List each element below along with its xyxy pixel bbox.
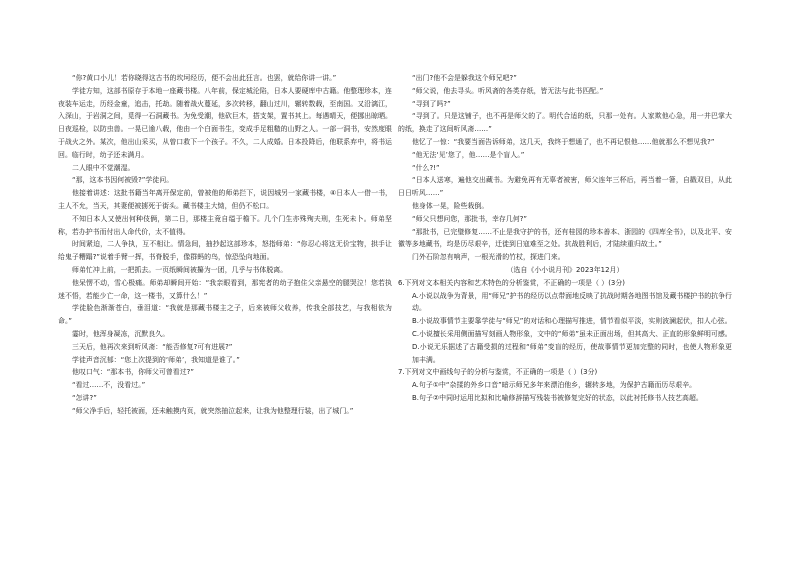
- story-paragraph: 他接着讲述：这批书籍当年离开保定前，曾被他的师弟拦下，说因城另一家藏书楼，④日本人一借一书，主人不允，当天，其妻便被掳死于街头。藏书楼主大恸，但仍不松口。: [58, 189, 392, 210]
- story-paragraph: 学徒方知，这部书原存于本地一座藏书楼。八年前，保定城沦陷，日本人要硬库中古籍。他整理珍本，连夜装车运走，历经金童，追击，托劫。随着战火蔓延，多次转移，翻山过川，辗转数载，至南国。又沿漓江，入深山，于岩洞之间，觅得一石洞藏书。为免受潮，他砍巨木，搭支架，置书其上。每遇晴天，便挪出晾晒。日夜巡检，以防虫兽。一晃已逾八载，他由一个白面书生，变成手足粗糙的山野之人。一部一洞书，安然度眼于战火之外。某次，他出山采买，从曾口救下一个孩子。不久，二人成婚。日本投降后，他联系弃中，将书运回。临行时，幼子还未满月。: [58, 86, 392, 159]
- story-paragraph: 霎时，他浑身凝冻，沉默良久。: [72, 329, 170, 338]
- story-paragraph: 三天后，他再次来到听风斋：“能否修复?可有进展?”: [72, 342, 233, 351]
- story-paragraph: “你?黄口小儿！若你晓得这古书的坎坷经历，便不会出此狂言。也罢，就给你讲一讲。”: [72, 74, 337, 82]
- story-paragraph: 二人眼中不觉潮湿。: [72, 163, 135, 172]
- story-paragraph: 学徒脸色渐渐苍白，垂泪道：“我就是那藏书楼主之子，后来被师父收养，传我全部技艺，与我相依为命。”: [58, 304, 392, 326]
- story-paragraph: 时间紧迫，二人争执，互不相让。情急间，抽抄起这部珍本，怒指师弟：“你忍心将这无价宝物，拱手让给鬼子糟蹋?”说着手臂一挥，书脊脱手，像群蚂的鸟，惊恐坠向地面。: [58, 240, 392, 262]
- question-stem: 7.下列对文中画线句子的分析与鉴赏，不正确的一项是（ ）(3分): [398, 368, 598, 377]
- question-stem: 6.下列对文本相关内容和艺术特色的分析鉴赏，不正确的一项是（ ）(3分): [398, 278, 626, 287]
- right-column: [398, 72, 732, 405]
- story-paragraph: “日本人送寒，遍他交出藏书。为避免再有无辜者被害，师父连年三杯后，再当着一箸，自戳双目，从此日日听风……”: [398, 176, 732, 198]
- story-paragraph: “师父只想问您，那批书，幸存几何?”: [412, 214, 528, 223]
- story-paragraph: 师弟忙冲上前，一把抓去。一页纸瞬间被攥为一团，几乎与书体脱离。: [72, 265, 288, 274]
- story-paragraph: 他呆愣不动，雪心极痛。师弟却瞬间开始：“我亲眼看到，那宪者的幼子抱住父亲悬空的腿哭泣！您若执迷不悟，若能少亡一命，这一楼书，又算什么！”: [58, 278, 392, 300]
- story-paragraph: 门外石阶忽有响声，一根光滑的竹杖，探进门来。: [412, 253, 565, 262]
- story-paragraph: 他叹口气：“那本书，你师父可曾看过?”: [72, 368, 194, 377]
- story-paragraph: 他忆了一惊：“我要当面告诉师弟，这几天，我终于想通了，也不再记恨他……他就那么不想见我?”: [412, 137, 715, 146]
- answer-option: A.小说以战争为背景，用“师兄”护书的经历以点带面地反映了抗战时期各地图书馆及藏书楼护书的抗争行动。: [412, 291, 732, 313]
- answer-option: A.句子①中“杂揉的外乡口音”暗示师兄多年来漂泊他乡，辗转多地，为保护古籍而历尽艰辛。: [412, 381, 697, 390]
- answer-option: D.小说无乐据述了古籍受损的过程和“师弟”变盲的经历，使故事情节更加完整的同时，也使人物形象更加丰满。: [412, 342, 732, 364]
- source-citation: （选自《小小说月刊》2023年12月）: [506, 265, 624, 274]
- story-paragraph: 不知日本人又使出何种伎俩，第二日，那楼主竟自缢于檐下。几个门生亦殊殉夫刑，生死未卜。师弟坚称，若办护书而付出人命代价，太不值得。: [58, 214, 392, 236]
- story-paragraph: “什么?!”: [412, 163, 440, 172]
- story-paragraph: “师父说，他去寻头。听风斋的各类存纸，皆无法与此书匹配。”: [412, 86, 604, 95]
- story-paragraph: “他无法‘见’您了，他……是个盲人。”: [412, 150, 525, 159]
- answer-option: B.句子②中同时运用比拟和比喻修辞描写残装书被修复完好的状态，以此衬托修书人技艺高超。: [412, 393, 703, 402]
- answer-option: C.小说擅长采用侧面描写刻画人物形象，文中的“师弟”虽未正面出场，但其高大、正直的形象鲜明可感。: [412, 329, 732, 338]
- story-paragraph: “寻到了吗?”: [412, 99, 451, 108]
- story-paragraph: “看过……不，没看过。”: [72, 381, 146, 390]
- story-paragraph: 学徒声音沉郁：“您上次提到的‘师弟’，我知道是谁了。”: [72, 355, 240, 364]
- story-paragraph: “出门?他不会是躲我这个师兄吧?”: [412, 74, 517, 82]
- story-paragraph: “那批书，已完璧修复……不止是我守护的书，还有桂园的珍本善本、浙园的《四库全书》，以及北平、安徽等多地藏书，均是历尽艰辛，迁徙到日寇难至之处。抗战胜利后，才陆续重归故土。”: [398, 227, 732, 249]
- story-paragraph: 他身体一晃，险些栽倒。: [412, 201, 489, 210]
- story-paragraph: “怎讲?”: [72, 393, 97, 402]
- story-paragraph: “师父净手后，轻托被面，还未触摸内页，就突然抽泣起来，让我为他整理行装，出了城门。”: [72, 406, 354, 415]
- answer-option: B.小说故事情节主要靠学徒与“师兄”的对话和心理描写推进，情节看似平淡，实则波澜起伏，扣人心弦。: [412, 317, 732, 326]
- left-column: [58, 72, 392, 418]
- story-paragraph: “那，这本书因何被毁?”学徒问。: [72, 176, 174, 185]
- story-paragraph: “寻到了。只是这铺子，也不再是师父的了。明代合适的纸，只那一处有。人家欺他心急，用一井巴掌大的纸，换走了这间听风斋……”: [398, 112, 732, 134]
